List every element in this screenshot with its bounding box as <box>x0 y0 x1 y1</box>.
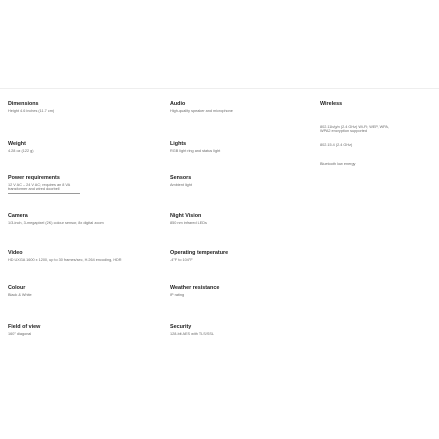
spec-value: Black & White <box>8 292 32 297</box>
spec-audio <box>170 101 288 113</box>
spec-value: HD UXGA 1600 x 1200, up to 30 frames/sec, H.264 encoding, HDR <box>8 257 122 262</box>
spec-value: High-quality speaker and microphone <box>170 108 233 113</box>
spec-label: Colour <box>8 285 26 291</box>
spec-label: Sensors <box>170 175 192 181</box>
top-divider <box>0 88 439 89</box>
spec-label: Night Vision <box>170 213 202 219</box>
spec-label: Camera <box>8 213 28 219</box>
spec-lights <box>170 141 288 153</box>
spec-value-line: 802.15.4 (2.4 GHz) <box>320 143 353 148</box>
spec-value: -4°F to 104°F <box>170 257 193 262</box>
spec-dimensions <box>8 101 126 113</box>
spec-value-line: 802.11b/g/n (2.4 GHz) Wi-Fi; WEP, WPA, <box>320 124 389 129</box>
spec-value: RGB light ring and status light <box>170 148 221 153</box>
spec-value: 160° diagonal <box>8 331 32 336</box>
spec-value-line: WPA2 encryption supported <box>320 129 367 134</box>
spec-label: Power requirements <box>8 175 60 181</box>
spec-label: Field of view <box>8 324 41 330</box>
spec-value-line: Bluetooth low energy <box>320 161 356 166</box>
spec-night-vision <box>170 213 288 225</box>
spec-label: Audio <box>170 101 186 107</box>
spec-camera <box>8 213 126 225</box>
spec-label: Lights <box>170 141 187 147</box>
spec-sensors <box>170 175 288 187</box>
spec-value: Ambient light <box>170 182 192 187</box>
spec-label: Weight <box>8 141 26 147</box>
spec-power <box>8 175 126 194</box>
spec-colour <box>8 285 126 297</box>
spec-weather-resistance <box>170 285 288 297</box>
spec-wireless <box>320 101 432 167</box>
spec-video <box>8 250 126 262</box>
spec-weight <box>8 141 126 153</box>
spec-label: Dimensions <box>8 101 39 107</box>
spec-value: 1/3-inch, 3-megapixel (2K) colour sensor, 8x digital zoom <box>8 220 104 225</box>
spec-label: Wireless <box>320 101 343 107</box>
spec-label: Operating temperature <box>170 250 229 256</box>
spec-value: 128-bit AES with TLS/SSL <box>170 331 215 336</box>
spec-value: 850 nm infrared LEDs <box>170 220 207 225</box>
spec-value: 12 V AC – 24 V AC; requires an 8 VA transformer and wired doorbell <box>8 183 80 194</box>
spec-label: Video <box>8 250 23 256</box>
spec-label: Weather resistance <box>170 285 220 291</box>
spec-operating-temperature <box>170 250 288 262</box>
spec-security <box>170 324 288 336</box>
spec-field-of-view <box>8 324 126 336</box>
spec-value: IP rating <box>170 292 185 297</box>
spec-value: 4.28 oz (122 g) <box>8 148 34 153</box>
spec-label: Security <box>170 324 192 330</box>
spec-value: Height 4.6 inches (11.7 cm) <box>8 108 55 113</box>
